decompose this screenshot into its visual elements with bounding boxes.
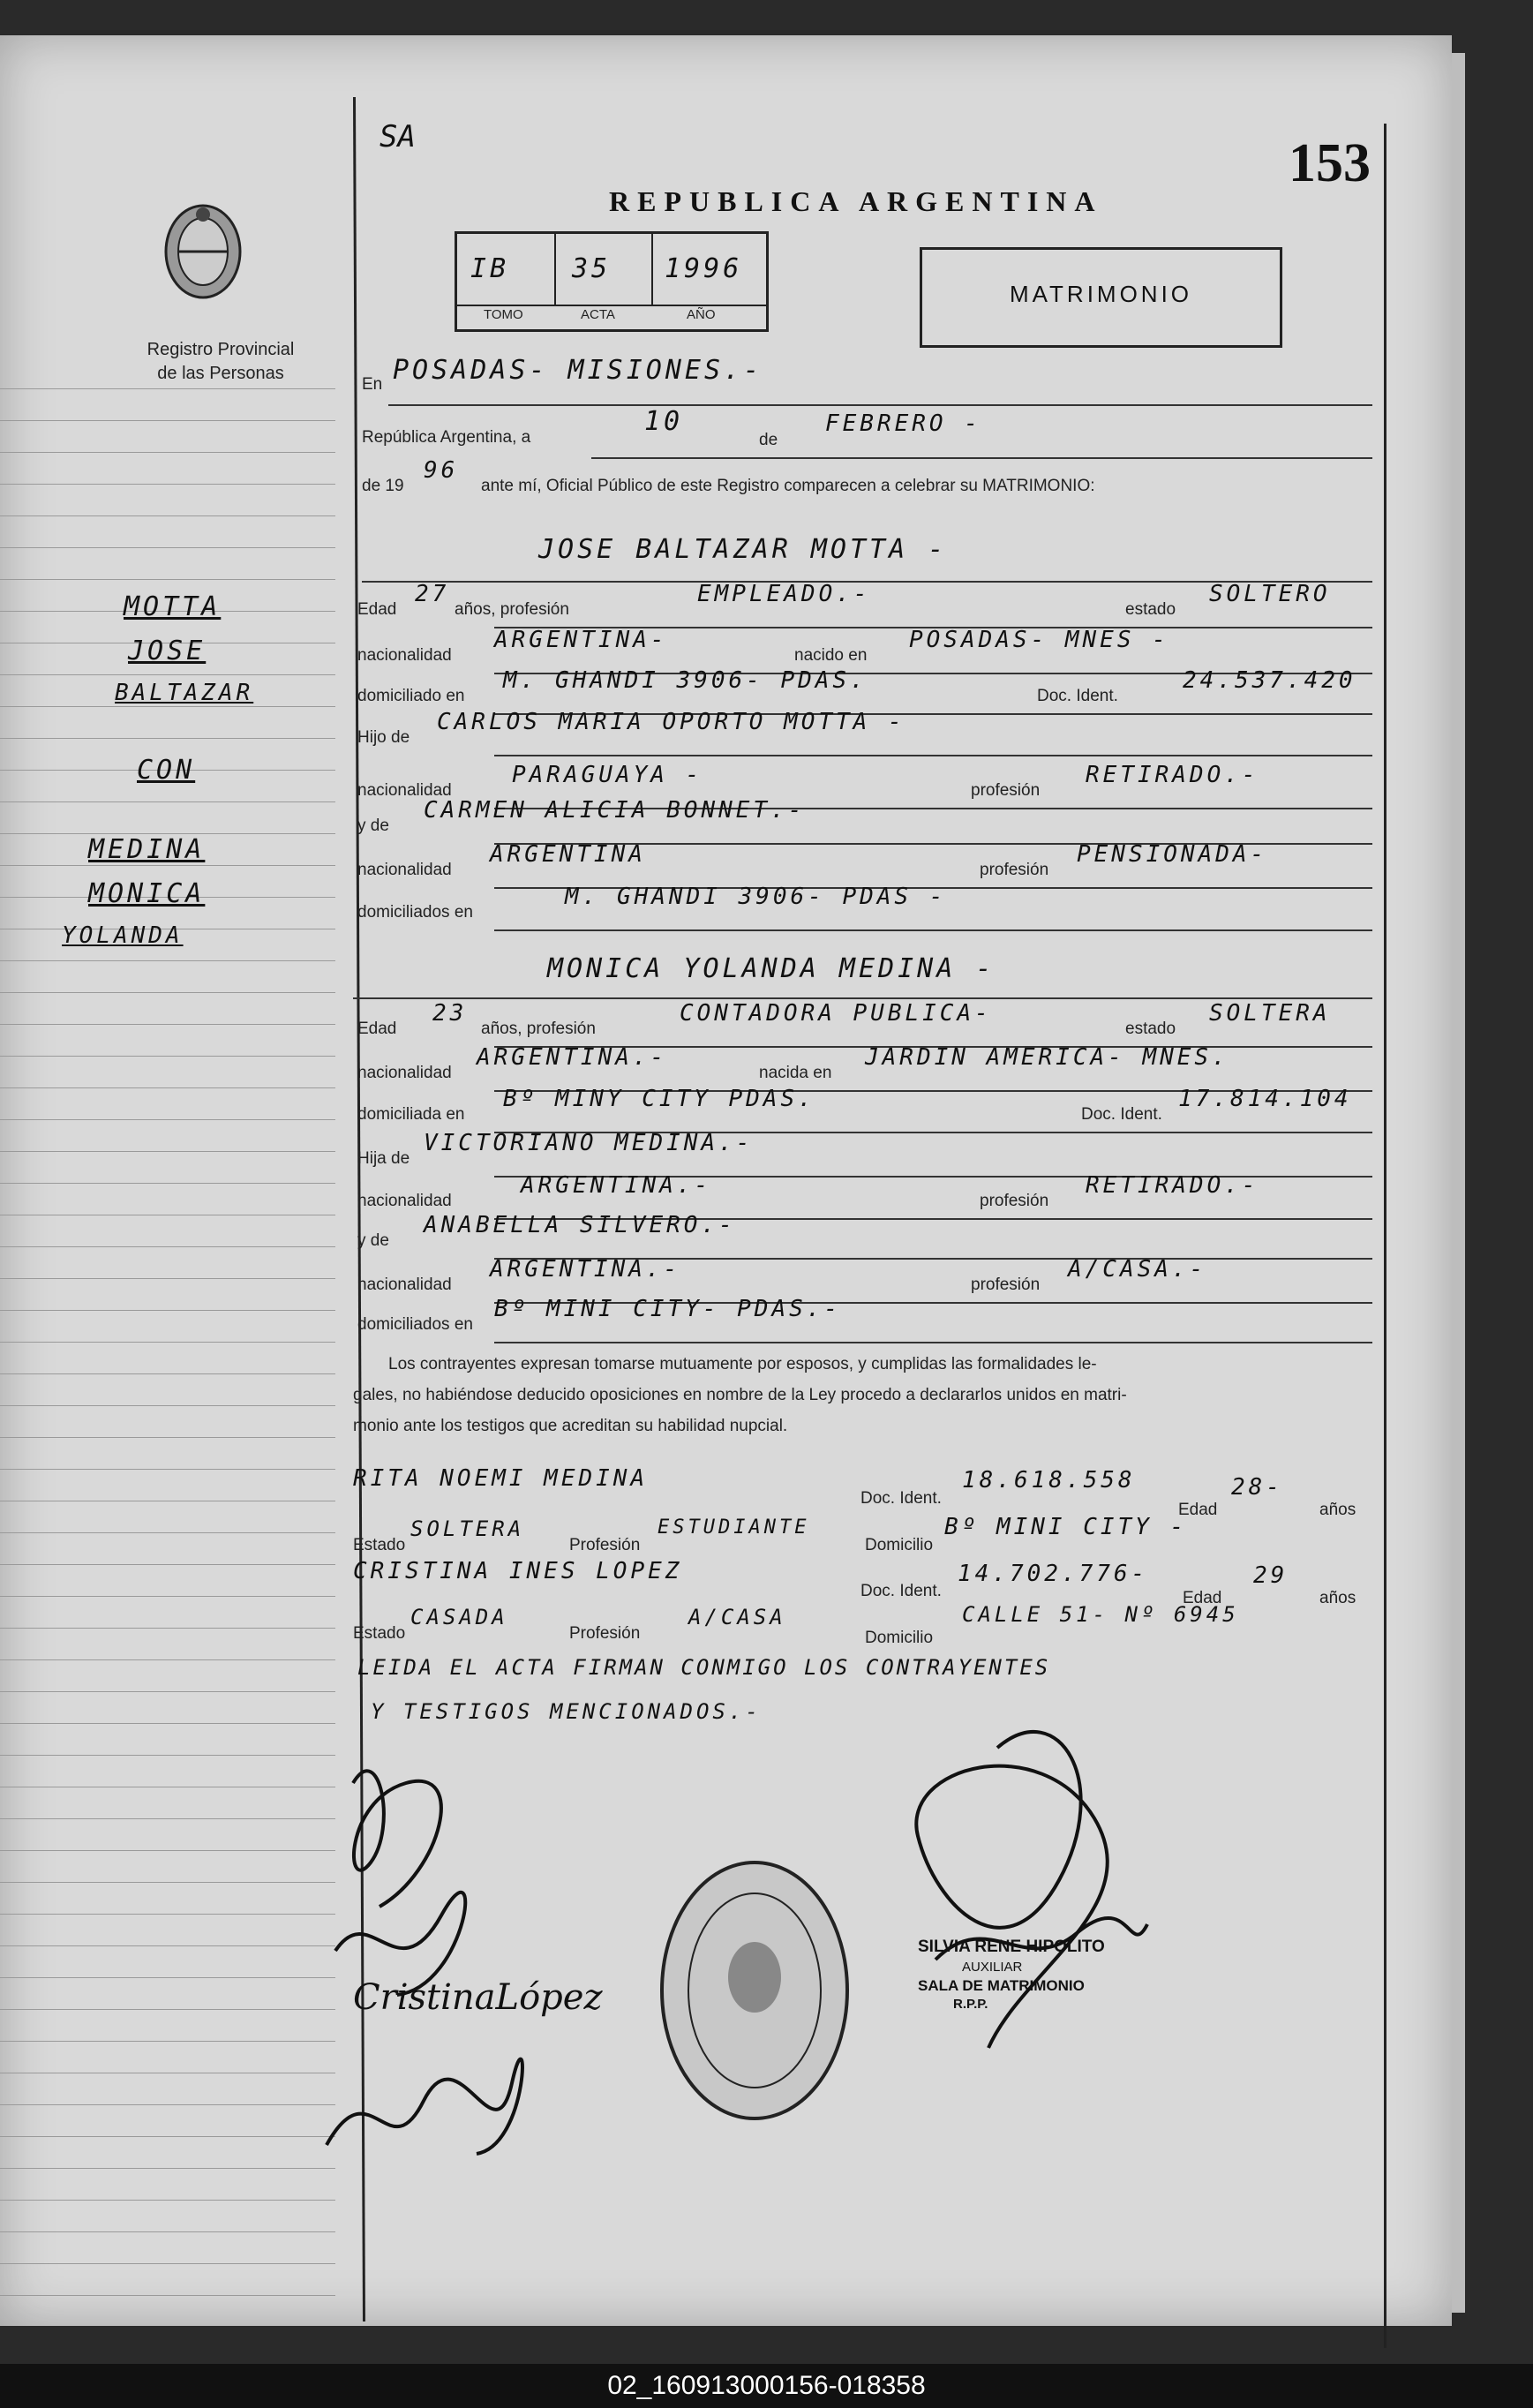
label-anios: años: [1319, 1501, 1356, 1519]
margin-rule-line: [0, 2136, 335, 2137]
groom-mother_nat: ARGENTINA: [490, 841, 646, 868]
margin-rule-line: [0, 1405, 335, 1406]
margin-groom-surname: MOTTA: [124, 591, 222, 622]
page-number: 153: [1289, 133, 1371, 193]
witness2-age: 29: [1253, 1562, 1289, 1589]
margin-groom-name2: BALTAZAR: [115, 680, 254, 706]
groom-profession: EMPLEADO.-: [697, 581, 871, 607]
label-profesion: Profesión: [569, 1536, 641, 1554]
margin-rule-line: [0, 706, 335, 707]
labels-hijo_de: Hijo de: [357, 728, 410, 747]
margin-rule-line: [0, 1310, 335, 1311]
margin-rule-line: [0, 2041, 335, 2042]
groom-mother_prof: PENSIONADA-: [1077, 841, 1268, 868]
rule: [494, 1342, 1372, 1343]
margin-rule-line: [0, 1945, 335, 1946]
label-edad: Edad: [1178, 1501, 1218, 1519]
margin-rule-line: [0, 1278, 335, 1279]
margin-rule-line: [0, 1373, 335, 1374]
label-edad: Edad: [1183, 1589, 1222, 1607]
margin-rule-line: [0, 1437, 335, 1438]
label-doc: Doc. Ident.: [860, 1582, 942, 1600]
bride-profession: CONTADORA PUBLICA-: [680, 1000, 992, 1027]
bride-mother_prof: A/CASA.-: [1068, 1256, 1207, 1283]
margin-rule-line: [0, 388, 335, 389]
document-page: [0, 35, 1452, 2326]
declaration-line-1: Los contrayentes expresan tomarse mutuamente por esposos, y cumplidas las formalidades le-: [388, 1355, 1097, 1373]
labels-profesion: profesión: [971, 781, 1041, 800]
margin-rule-line: [0, 1882, 335, 1883]
ano-value: 1996: [665, 253, 743, 284]
document-type-box: [920, 247, 1282, 348]
tomo-label: TOMO: [484, 307, 523, 322]
margin-rule-line: [0, 1659, 335, 1660]
bride-name: MONICA YOLANDA MEDINA -: [547, 953, 996, 984]
rule: [494, 755, 1372, 756]
witness1-doc: 18.618.558: [962, 1467, 1136, 1494]
label-ante: ante mí, Oficial Público de este Registro comparecen a celebrar su MATRIMONIO:: [481, 477, 1095, 495]
closing-line-2: Y TESTIGOS MENCIONADOS.-: [371, 1699, 762, 1724]
labels-hija_de: Hija de: [357, 1149, 410, 1168]
margin-con: CON: [137, 755, 196, 786]
groom-father: CARLOS MARIA OPORTO MOTTA -: [437, 709, 906, 735]
margin-rule-line: [0, 2009, 335, 2010]
labels-anios_prof: años, profesión: [455, 600, 569, 619]
margin-rule-line: [0, 1914, 335, 1915]
registry-name-2: de las Personas: [157, 364, 284, 383]
label-de: de: [759, 431, 778, 449]
labels-doc_ident: Doc. Ident.: [1037, 687, 1118, 705]
margin-rule-line: [0, 1056, 335, 1057]
bride-father: VICTORIANO MEDINA.-: [424, 1130, 754, 1156]
place-value: POSADAS- MISIONES.-: [393, 355, 763, 386]
groom-doc: 24.537.420: [1183, 667, 1356, 694]
scan-id-footer: 02_160913000156-018358: [0, 2364, 1533, 2408]
labels-nacionalidad: nacionalidad: [357, 1275, 452, 1294]
labels-nacionalidad: nacionalidad: [357, 1192, 452, 1210]
signature-scribbles: [318, 1730, 582, 2189]
rule: [494, 929, 1372, 931]
margin-bride-name2: YOLANDA: [62, 922, 184, 949]
officer-title: AUXILIAR: [962, 1960, 1023, 1975]
labels-profesion: profesión: [971, 1275, 1041, 1294]
rule: [388, 404, 1372, 406]
closing-line-1: LEIDA EL ACTA FIRMAN CONMIGO LOS CONTRAYENTES: [357, 1655, 1051, 1680]
labels-edad: Edad: [357, 1020, 397, 1038]
bride-status: SOLTERA: [1209, 1000, 1331, 1027]
margin-rule-line: [0, 484, 335, 485]
labels-nacionalidad: nacionalidad: [357, 781, 452, 800]
margin-rule-line: [0, 801, 335, 802]
witness2-status: CASADA: [410, 1605, 508, 1629]
margin-rule-line: [0, 1850, 335, 1851]
ano-label: AÑO: [687, 307, 716, 322]
label-anios: años: [1319, 1589, 1356, 1607]
margin-rule-line: [0, 2295, 335, 2296]
labels-domiciliada: domiciliada en: [357, 1105, 465, 1124]
label-estado: Estado: [353, 1536, 406, 1554]
labels-y_de: y de: [357, 1231, 389, 1250]
margin-rule-line: [0, 579, 335, 580]
witness1-profession: ESTUDIANTE: [658, 1516, 810, 1539]
margin-rule-line: [0, 1469, 335, 1470]
acta-label: ACTA: [581, 307, 615, 322]
declaration-line-3: monio ante los testigos que acreditan su habilidad nupcial.: [353, 1417, 788, 1435]
groom-age: 27: [415, 581, 450, 607]
margin-rule-line: [0, 1691, 335, 1692]
bride-parents_address: Bº MINI CITY- PDAS.-: [494, 1296, 842, 1322]
bride-doc: 17.814.104: [1178, 1086, 1352, 1112]
bride-address: Bº MINY CITY PDAS.: [503, 1086, 815, 1112]
margin-rule-line: [0, 1977, 335, 1978]
labels-edad: Edad: [357, 600, 397, 619]
labels-nacionalidad: nacionalidad: [357, 861, 452, 879]
margin-rule-line: [0, 2263, 335, 2264]
bride-nationality: ARGENTINA.-: [477, 1044, 668, 1071]
label-domicilio: Domicilio: [865, 1629, 934, 1647]
witness1-age: 28-: [1231, 1474, 1283, 1501]
labels-profesion: profesión: [980, 1192, 1049, 1210]
witness2-profession: A/CASA: [688, 1605, 786, 1629]
labels-nacionalidad: nacionalidad: [357, 646, 452, 665]
label-domicilio: Domicilio: [865, 1536, 934, 1554]
margin-rule-line: [0, 1723, 335, 1724]
margin-bride-surname: MEDINA: [88, 834, 206, 865]
official-seal: [653, 1854, 856, 2127]
label-en: En: [362, 375, 383, 394]
margin-rule-line: [0, 1755, 335, 1756]
witness2-name: CRISTINA INES LOPEZ: [353, 1558, 683, 1584]
declaration-line-2: gales, no habiéndose deducido oposiciones en nombre de la Ley procedo a declararlos unidos en matri-: [353, 1386, 1127, 1404]
republic-heading: REPUBLICA ARGENTINA: [609, 185, 1103, 217]
bride-father_prof: RETIRADO.-: [1086, 1172, 1259, 1199]
margin-rule-line: [0, 738, 335, 739]
margin-rule-line: [0, 1628, 335, 1629]
label-estado: Estado: [353, 1624, 406, 1643]
margin-rule-line: [0, 960, 335, 961]
margin-rule-line: [0, 1818, 335, 1819]
margin-rule-line: [0, 1119, 335, 1120]
margin-rule-line: [0, 547, 335, 548]
rule: [353, 997, 1372, 999]
rule: [591, 457, 1372, 459]
margin-rule-line: [0, 2231, 335, 2232]
tomo-value: IB: [470, 253, 510, 284]
label-de19: de 19: [362, 477, 404, 495]
margin-rule-line: [0, 420, 335, 421]
label-profesion: Profesión: [569, 1624, 641, 1643]
labels-profesion: profesión: [980, 861, 1049, 879]
margin-rule-line: [0, 2104, 335, 2105]
margin-rule-line: [0, 2168, 335, 2169]
witness-signature-cristina: CristinaLópez: [353, 1977, 603, 2018]
right-border-line: [1384, 124, 1386, 2348]
witness1-name: RITA NOEMI MEDINA: [353, 1465, 649, 1492]
groom-status: SOLTERO: [1209, 581, 1331, 607]
margin-rule-line: [0, 1246, 335, 1247]
margin-rule-line: [0, 1183, 335, 1184]
labels-y_de: y de: [357, 816, 389, 835]
labels-anios_prof: años, profesión: [481, 1020, 596, 1038]
bride-mother_nat: ARGENTINA.-: [490, 1256, 681, 1283]
groom-address: M. GHANDI 3906- PDAS.: [503, 667, 868, 694]
bride-mother: ANABELLA SILVERO.-: [424, 1212, 736, 1238]
groom-father_prof: RETIRADO.-: [1086, 762, 1259, 788]
labels-nacionalidad: nacionalidad: [357, 1064, 452, 1082]
margin-rule-line: [0, 1342, 335, 1343]
groom-father_nat: PARAGUAYA -: [512, 762, 703, 788]
bride-birthplace: JARDIN AMERICA- MNES.: [865, 1044, 1229, 1071]
document-type: MATRIMONIO: [1009, 281, 1193, 307]
registry-name: Registro Provincial: [147, 340, 295, 359]
margin-rule-line: [0, 1564, 335, 1565]
bride-age: 23: [432, 1000, 468, 1027]
margin-bride-name1: MONICA: [88, 878, 206, 909]
margin-rule-line: [0, 515, 335, 516]
labels-estado: estado: [1125, 600, 1176, 619]
month-value: FEBRERO -: [825, 410, 981, 437]
witness1-address: Bº MINI CITY -: [944, 1514, 1188, 1540]
groom-parents_address: M. GHANDI 3906- PDAS -: [565, 884, 947, 910]
officer-registry: R.P.P.: [953, 1997, 988, 2012]
margin-rule-line: [0, 992, 335, 993]
officer-name: SILVIA RENE HIPOLITO: [918, 1938, 1105, 1956]
labels-estado: estado: [1125, 1020, 1176, 1038]
corner-mark: SA: [379, 119, 416, 154]
groom-birthplace: POSADAS- MNES -: [909, 627, 1169, 653]
year-value: 96: [424, 457, 459, 484]
day-value: 10: [644, 406, 684, 437]
label-republica: República Argentina, a: [362, 428, 531, 447]
groom-name: JOSE BALTAZAR MOTTA -: [538, 534, 948, 565]
margin-rule-line: [0, 865, 335, 866]
officer-office: SALA DE MATRIMONIO: [918, 1977, 1085, 1994]
margin-rule-line: [0, 2200, 335, 2201]
labels-domiciliados: domiciliados en: [357, 1315, 473, 1334]
record-id-box: [455, 231, 769, 332]
margin-rule-line: [0, 1596, 335, 1597]
margin-rule-line: [0, 1151, 335, 1152]
labels-nacido_en: nacido en: [794, 646, 868, 665]
labels-domiciliados: domiciliados en: [357, 903, 473, 922]
groom-mother: CARMEN ALICIA BONNET.-: [424, 797, 806, 824]
acta-value: 35: [572, 253, 612, 284]
margin-rule-line: [0, 1024, 335, 1025]
margin-rule-line: [0, 452, 335, 453]
margin-groom-name1: JOSE: [128, 636, 207, 666]
label-doc: Doc. Ident.: [860, 1489, 942, 1508]
officer-signature: [883, 1677, 1165, 2118]
labels-domiciliado: domiciliado en: [357, 687, 465, 705]
witness1-status: SOLTERA: [410, 1516, 525, 1541]
witness2-doc: 14.702.776-: [958, 1561, 1149, 1587]
margin-rule-line: [0, 1087, 335, 1088]
margin-rule-line: [0, 1532, 335, 1533]
witness2-address: CALLE 51- Nº 6945: [962, 1602, 1239, 1627]
margin-rule-line: [0, 674, 335, 675]
labels-nacida_en: nacida en: [759, 1064, 832, 1082]
coat-of-arms-icon: [159, 199, 247, 305]
bride-father_nat: ARGENTINA.-: [521, 1172, 712, 1199]
groom-nationality: ARGENTINA-: [494, 627, 668, 653]
labels-doc_ident: Doc. Ident.: [1081, 1105, 1162, 1124]
